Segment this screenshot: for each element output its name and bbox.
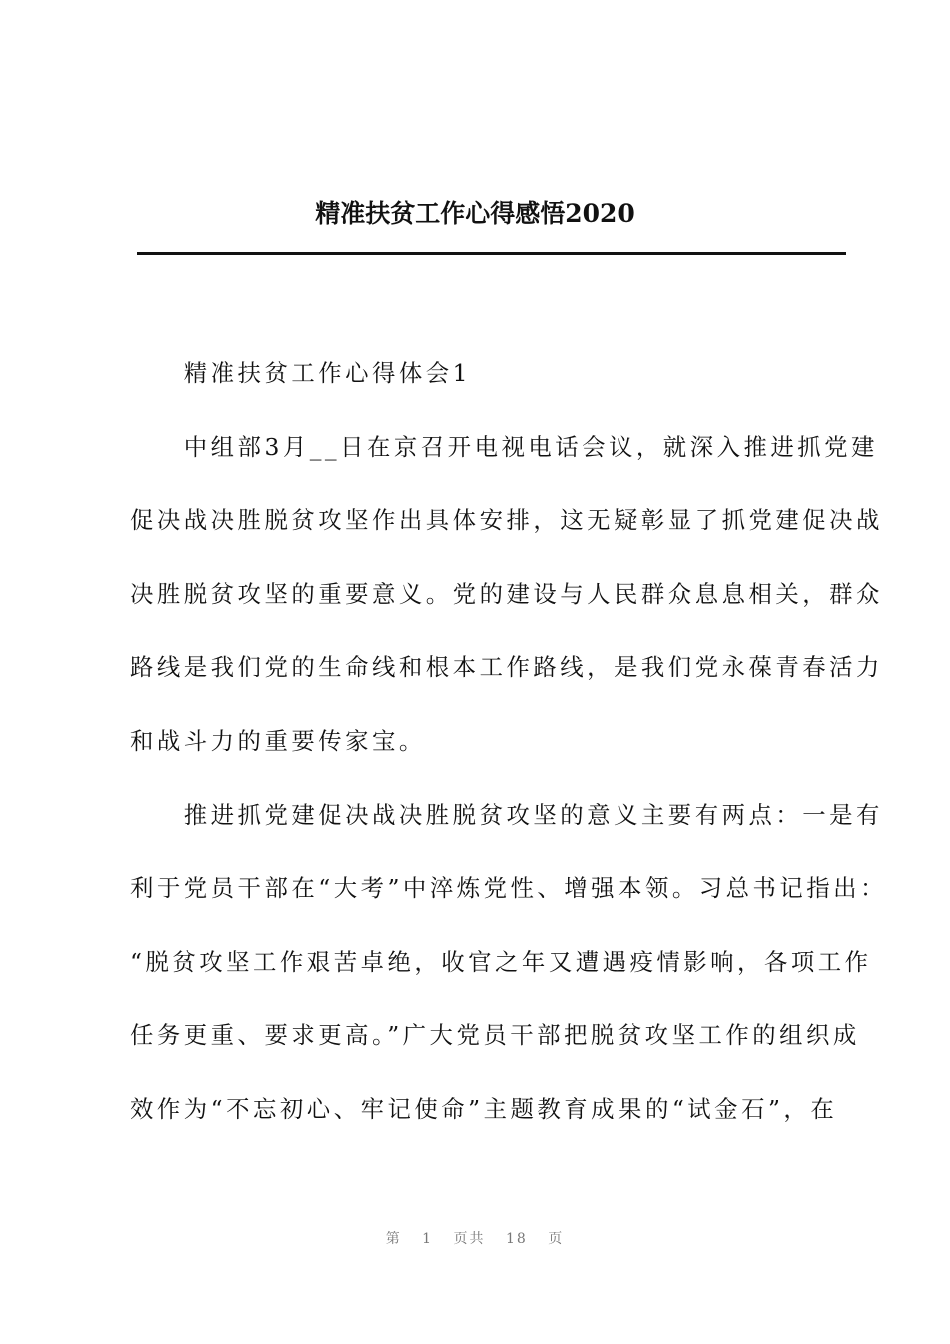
body-line: 效作为“不忘初心、牢记使命”主题教育成果的“试金石”，在 (130, 1095, 838, 1123)
body-line: 决胜脱贫攻坚的重要意义。党的建设与人民群众息息相关，群众 (130, 580, 883, 608)
footer-middle: 页共 (453, 1231, 486, 1247)
body-line: 利于党员干部在“大考”中淬炼党性、增强本领。习总书记指出： (130, 874, 887, 902)
body-line: 任务更重、要求更高。”广大党员干部把脱贫攻坚工作的组织成 (130, 1021, 860, 1049)
title-underline (137, 252, 846, 255)
footer-page-number: 1 (422, 1231, 434, 1247)
document-title: 精准扶贫工作心得感悟2020 (315, 199, 635, 228)
body-line: 促决战决胜脱贫攻坚作出具体安排，这无疑彰显了抓党建促决战 (130, 506, 883, 534)
footer-suffix: 页 (548, 1231, 565, 1247)
body-line: “脱贫攻坚工作艰苦卓绝，收官之年又遭遇疫情影响，各项工作 (130, 948, 872, 976)
page-number-footer (0, 1228, 950, 1248)
footer-total-pages: 18 (506, 1231, 528, 1247)
body-line: 路线是我们党的生命线和根本工作路线，是我们党永葆青春活力 (130, 653, 883, 681)
footer-prefix: 第 (385, 1231, 402, 1247)
body-line: 和战斗力的重要传家宝。 (130, 727, 426, 755)
body-line: 推进抓党建促决战决胜脱贫攻坚的意义主要有两点：一是有 (130, 801, 883, 829)
body-line: 中组部3月__日在京召开电视电话会议，就深入推进抓党建 (130, 433, 878, 461)
section-heading: 精准扶贫工作心得体会1 (130, 359, 472, 387)
